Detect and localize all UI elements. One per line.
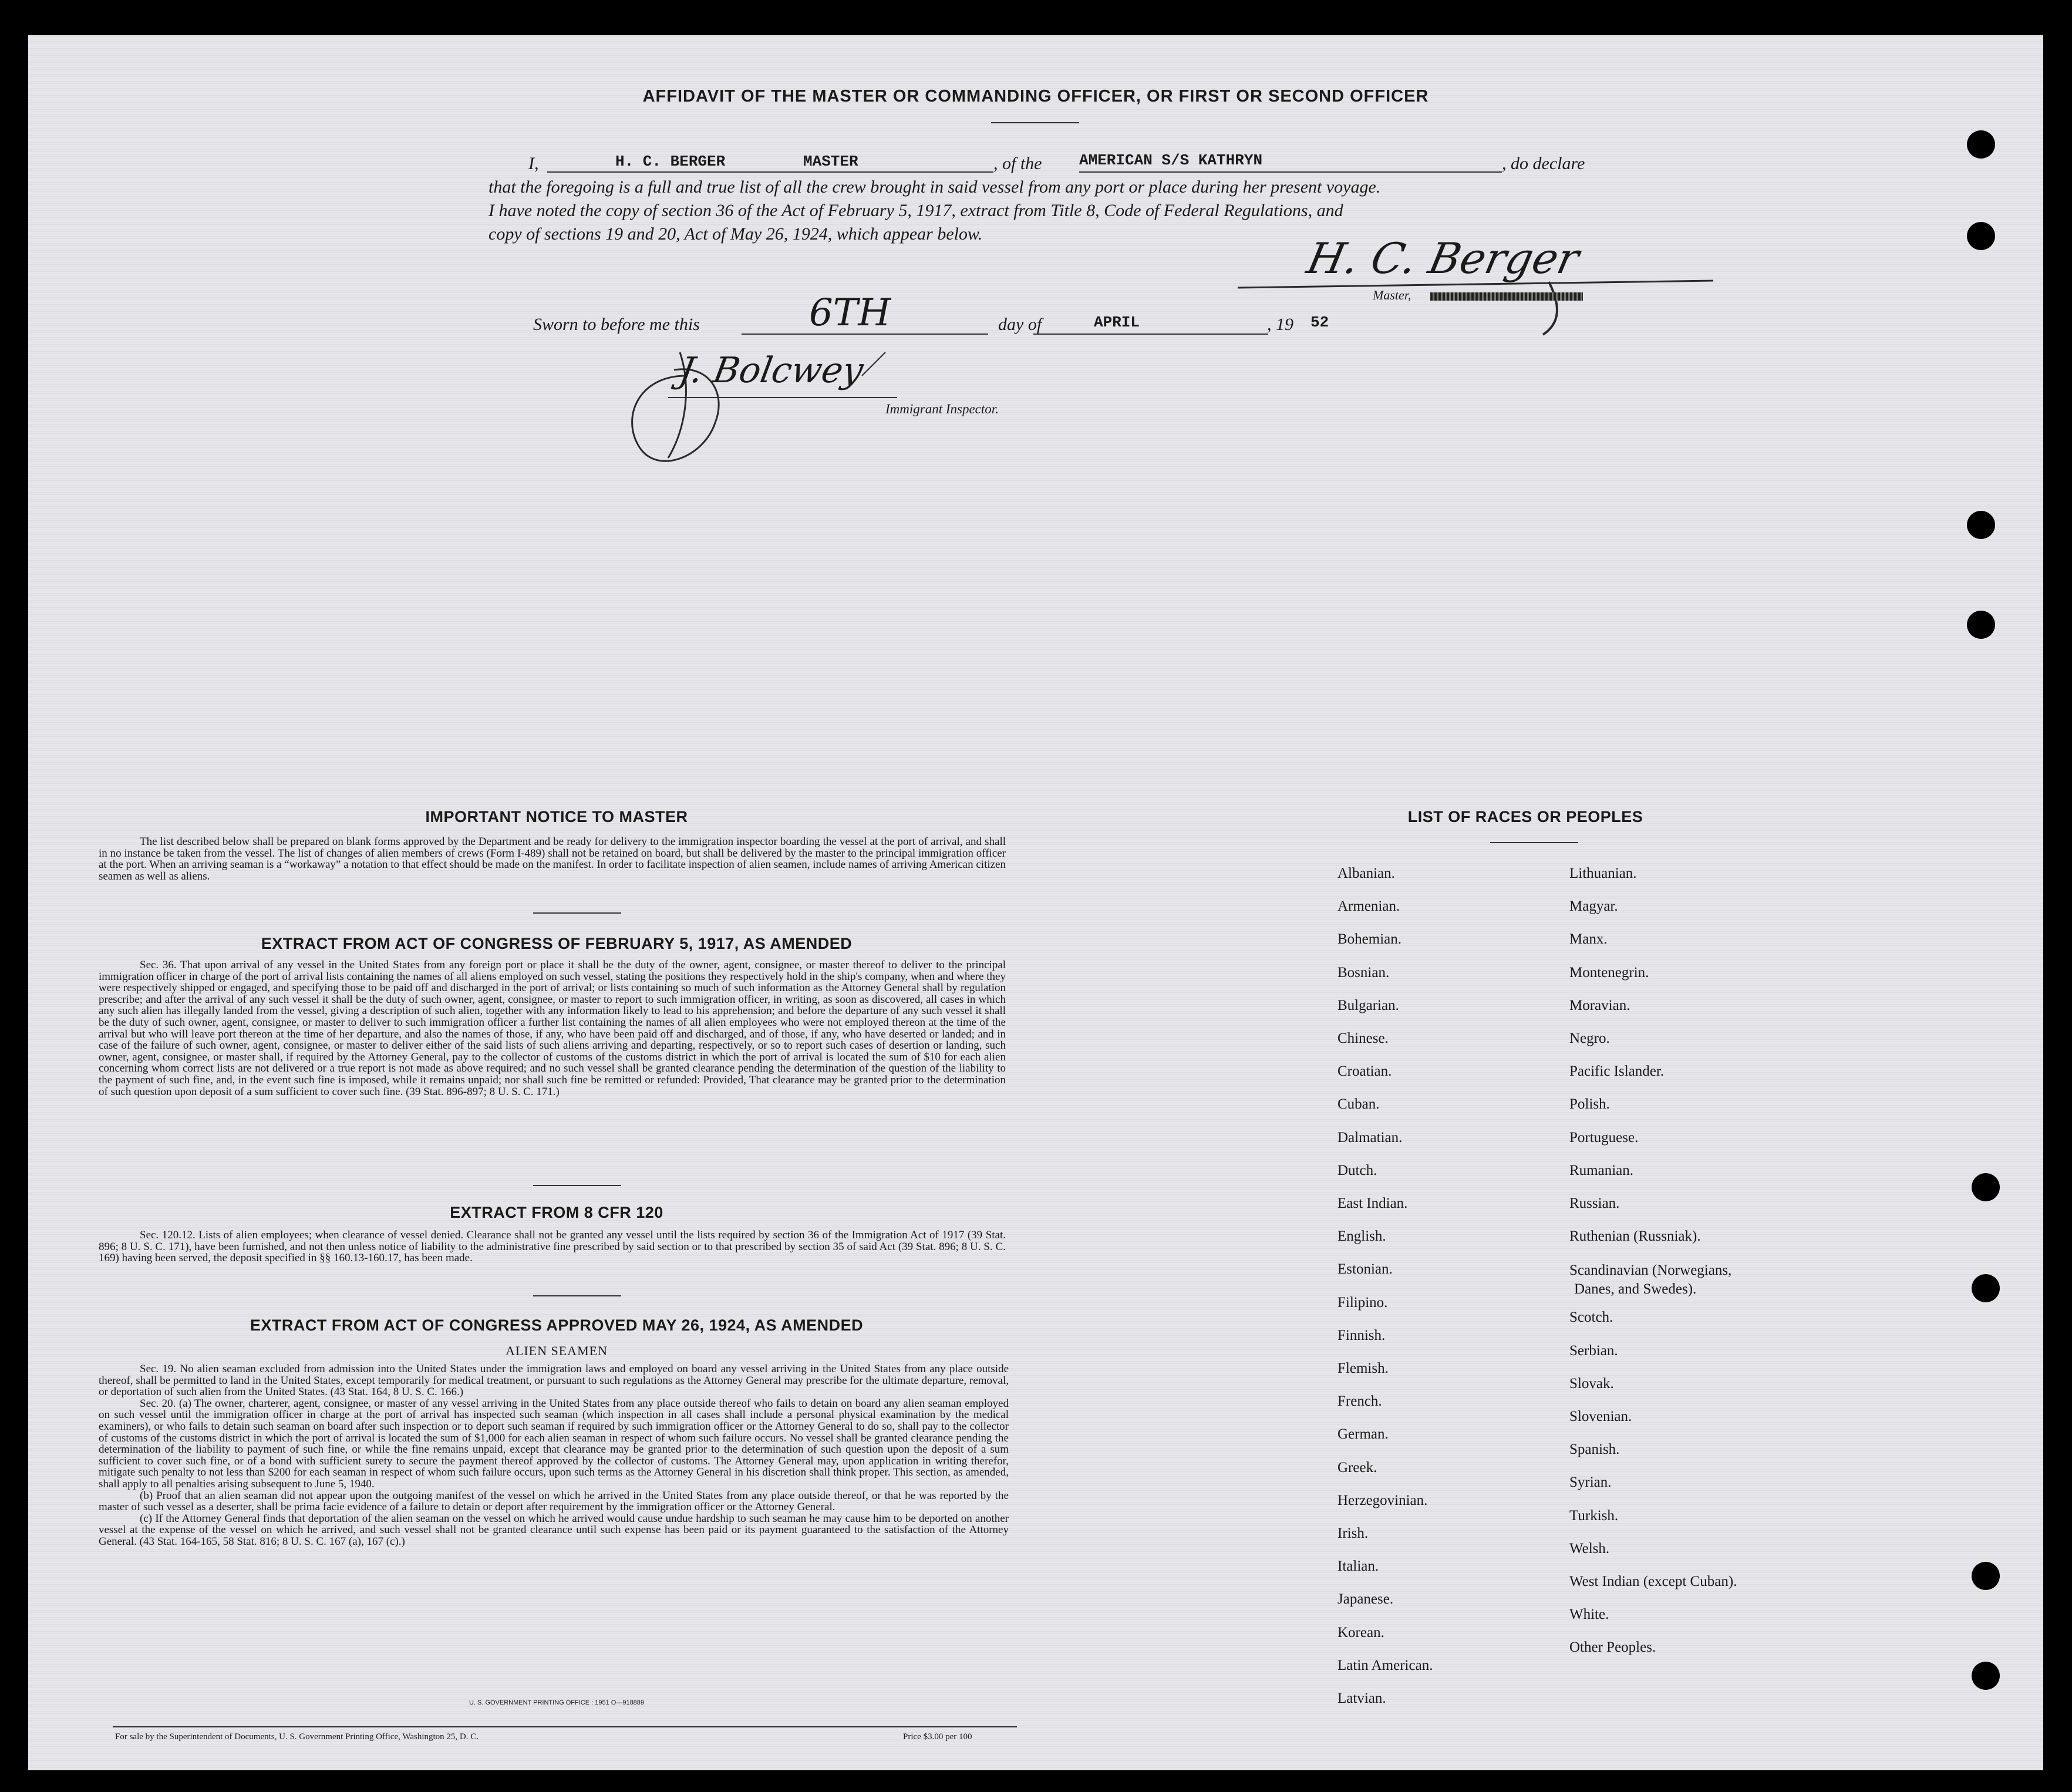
- year-suffix: 52: [1310, 314, 1329, 331]
- day-of-label: day of: [998, 315, 1042, 334]
- race-item: Scotch.: [1569, 1309, 1613, 1326]
- race-item: Other Peoples.: [1569, 1639, 1656, 1656]
- race-item: Danes, and Swedes).: [1574, 1281, 1697, 1298]
- race-item: Bosnian.: [1337, 964, 1390, 981]
- race-item: Armenian.: [1337, 898, 1400, 915]
- race-item: Welsh.: [1569, 1540, 1610, 1557]
- race-item: Lithuanian.: [1569, 865, 1637, 881]
- inspector-label: Immigrant Inspector.: [885, 402, 999, 416]
- price-note: Price $3.00 per 100: [903, 1732, 972, 1742]
- punch-hole: [1972, 1274, 2000, 1302]
- notice-divider: [533, 912, 621, 914]
- master-label: Master,: [1373, 288, 1411, 302]
- print-office-note: U. S. GOVERNMENT PRINTING OFFICE : 1951 O—918889: [469, 1699, 645, 1706]
- notice-body: The list described below shall be prepared on blank forms approved by the Department and be ready for delivery to the immigration inspector boarding the vessel at the port of arrival, and shall in no instance be taken from the vessel. The list of changes of alien members of crews (Form I-489) shall not be retained on board, but shall be delivered by the master to the principal immigration officer at the port. When an arriving seaman is a “workaway” a notation to that effect should be made on the manifest. In order to facilitate inspection of alien seamen, include names of arriving American citizen seamen as well as aliens.: [99, 836, 1006, 882]
- race-item: Ruthenian (Russniak).: [1569, 1228, 1701, 1245]
- race-item: Herzegovinian.: [1337, 1492, 1428, 1508]
- race-item: English.: [1337, 1228, 1386, 1245]
- sworn-month-blank: [1033, 334, 1268, 335]
- punch-hole: [1967, 130, 1995, 159]
- race-item: Korean.: [1337, 1624, 1384, 1641]
- race-item: French.: [1337, 1393, 1382, 1410]
- extract-1917-body: Sec. 36. That upon arrival of any vessel in the United States from any foreign port or place it shall be the duty of the owner, agent, consignee, or master thereof to deliver to the principal immigration officer in charge of the port of arrival lists containing the names of all aliens employed on such vessel, stating the positions they respectively hold in the ship's company, when and where they were respectively shipped or engaged, and specifying those to be paid off and discharged in the port of arrival; or lists containing so much of such information as the Attorney General shall by regulation prescribe; and after the arrival of any such vessel it shall be the duty of such owner, agent, consignee, or master to report to such immigration officer, in writing, as soon as discovered, all cases in which any such alien has illegally landed from the vessel, giving a description of such alien, together with any information likely to lead to his apprehension; and before the departure of any such vessel it shall be the duty of such owner, agent, consignee, or master to deliver to such immigration officer a further list containing the names of all alien employees who were not employed thereon at the time of the arrival but who will leave port thereon at the time of her departure, and also the names of those, if any, who have been paid off and discharged, and of those, if any, who have deserted or landed; and in case of the failure of such owner, agent, consignee, or master to deliver either of the said lists of such aliens arriving and departing, respectively, or so to report such cases of desertion or landing, such owner, agent, consignee, or master shall, if required by the Attorney General, pay to the collector of customs of the customs district in which the port of arrival is located the sum of $10 for each alien concerning whom correct lists are not delivered or a true report is not made as above required; and no such vessel shall be granted clearance pending the determination of the question of the liability to the payment of such fine, and, in the event such fine is imposed, while it remains unpaid; nor shall such fine be remitted or refunded: Provided, That clearance may be granted prior to the determination of such question upon deposit of a sum sufficient to cover such fine. (39 Stat. 896-897; 8 U. S. C. 171.): [99, 959, 1006, 1098]
- sworn-label: Sworn to before me this: [533, 315, 700, 334]
- race-item: East Indian.: [1337, 1195, 1408, 1212]
- extract-1924-subtitle: ALIEN SEAMEN: [506, 1343, 608, 1358]
- race-item: Slovenian.: [1569, 1409, 1632, 1425]
- of-the-label: , of the: [993, 154, 1042, 173]
- race-item: Chinese.: [1337, 1030, 1389, 1047]
- extract-1924-title: EXTRACT FROM ACT OF CONGRESS APPROVED MAY 26, 1924, AS AMENDED: [250, 1316, 864, 1334]
- vessel-blank: [1079, 171, 1502, 173]
- section-20a: Sec. 20. (a) The owner, charterer, agent, consignee, or master of any vessel arriving in the United States from any place outside thereof who fails to detain on board any alien seaman employed on such vessel until the immigration officer in charge at the port of arrival has inspected such seaman (which inspection in all cases shall include a personal physical examination by the medical examiners), or who fails to detain such seaman on board after such inspection or to deport such seaman if required by such immigration officer or the Attorney General to do so, shall pay to the collector of customs of the customs district in which the port of arrival is located the sum of $1,000 for each alien seaman in respect of whom such failure occurs. No vessel shall be granted clearance pending the determination of the liability to payment of such fine, or while the fine remains unpaid, except that clearance may be granted prior to the determination of such question upon the deposit of a sum sufficient to cover such fine, or of a bond with sufficient surety to secure the payment thereof approved by the collector of customs. The Attorney General may, upon application in writing therefor, mitigate such penalty to not less than $200 for each seaman in respect of whom such failure occurs, upon such terms as the Attorney General in his discretion shall think proper. This section, as amended, shall apply to all penalties arising subsequent to June 5, 1940.: [99, 1397, 1009, 1490]
- race-item: Bohemian.: [1337, 931, 1402, 948]
- punch-hole: [1972, 1562, 2000, 1590]
- race-item: Serbian.: [1569, 1342, 1618, 1359]
- race-item: Latin American.: [1337, 1657, 1433, 1673]
- punch-hole: [1967, 511, 1995, 539]
- race-item: Estonian.: [1337, 1261, 1393, 1278]
- document-page: [28, 35, 2043, 1770]
- race-item: Cuban.: [1337, 1096, 1380, 1113]
- race-item: Manx.: [1569, 931, 1608, 948]
- race-item: Italian.: [1337, 1558, 1379, 1575]
- race-item: Scandinavian (Norwegians,: [1569, 1262, 1732, 1279]
- races-right-column: [1569, 857, 1737, 1665]
- race-item: Negro.: [1569, 1030, 1610, 1047]
- name-rank-blank: [547, 171, 993, 173]
- race-item: Croatian.: [1337, 1063, 1392, 1080]
- extract-1917-title: EXTRACT FROM ACT OF CONGRESS OF FEBRUARY 5, 1917, AS AMENDED: [261, 935, 853, 952]
- affidavit-title: AFFIDAVIT OF THE MASTER OR COMMANDING OFFICER, OR FIRST OR SECOND OFFICER: [642, 87, 1429, 106]
- struck-out-text: [1430, 292, 1583, 301]
- signature-strokes: [1232, 270, 1713, 341]
- race-item: Flemish.: [1337, 1360, 1389, 1377]
- races-left-column: [1337, 857, 1433, 1715]
- race-item: German.: [1337, 1426, 1389, 1443]
- races-title: LIST OF RACES OR PEOPLES: [1407, 808, 1643, 826]
- race-item: Albanian.: [1337, 865, 1395, 881]
- inspector-signature: J. Bolcwey: [676, 350, 867, 391]
- for-sale-note: For sale by the Superintendent of Documents, U. S. Government Printing Office, Washington 25, D. C.: [115, 1732, 479, 1742]
- notice-title: IMPORTANT NOTICE TO MASTER: [425, 808, 688, 826]
- extract-1924-body: [99, 1363, 1009, 1548]
- race-item: Filipino.: [1337, 1294, 1388, 1311]
- races-divider: [1490, 842, 1578, 843]
- footer-rule: [113, 1726, 1017, 1727]
- race-item-scandinavian: [1569, 1253, 1737, 1299]
- race-item: Finnish.: [1337, 1327, 1386, 1343]
- sworn-month: APRIL: [1094, 314, 1140, 331]
- master-rank: MASTER: [803, 153, 858, 170]
- race-item: Rumanian.: [1569, 1162, 1634, 1178]
- master-signature: H. C. Berger: [1303, 234, 1584, 283]
- race-item: Polish.: [1569, 1096, 1610, 1113]
- title-divider: [991, 122, 1079, 123]
- race-item: Japanese.: [1337, 1591, 1394, 1608]
- race-item: West Indian (except Cuban).: [1569, 1574, 1737, 1590]
- race-item: Pacific Islander.: [1569, 1063, 1665, 1080]
- race-item: Irish.: [1337, 1525, 1369, 1542]
- race-item: Turkish.: [1569, 1507, 1619, 1524]
- punch-hole: [1967, 611, 1995, 639]
- race-item: Syrian.: [1569, 1474, 1612, 1491]
- declaration-line-2: that the foregoing is a full and true list of all the crew brought in said vessel from any port or place during her present voyage.: [488, 177, 1381, 197]
- master-name: H. C. BERGER: [615, 153, 726, 170]
- punch-hole: [1972, 1662, 2000, 1690]
- race-item: Moravian.: [1569, 997, 1630, 1013]
- section-19: Sec. 19. No alien seaman excluded from admission into the United States under the immigration laws and employed on board any vessel arriving in the United States from any place outside thereof, shall be permitted to land in the United States, except temporarily for medical treatment, or pursuant to such regulations as the Attorney General may prescribe for the ultimate departure, removal, or deportation of such alien from the United States. (43 Stat. 164, 8 U. S. C. 166.): [99, 1363, 1009, 1399]
- declaration-line-3: I have noted the copy of section 36 of the Act of February 5, 1917, extract from Title 8, Code of Federal Regulations, and: [488, 201, 1343, 220]
- race-item: Russian.: [1569, 1195, 1620, 1212]
- sworn-day: 6TH: [809, 291, 891, 335]
- race-item: Magyar.: [1569, 898, 1618, 915]
- do-declare-label: , do declare: [1502, 154, 1585, 173]
- race-item: Latvian.: [1337, 1690, 1386, 1707]
- race-item: Spanish.: [1569, 1441, 1620, 1458]
- extract-cfr-title: EXTRACT FROM 8 CFR 120: [450, 1204, 663, 1221]
- race-item: Slovak.: [1569, 1375, 1614, 1392]
- declaration-line-4: copy of sections 19 and 20, Act of May 26, 1924, which appear below.: [488, 224, 983, 244]
- race-item: Montenegrin.: [1569, 964, 1649, 981]
- declaration-i: I,: [528, 154, 539, 173]
- race-item: Greek.: [1337, 1459, 1377, 1476]
- punch-hole: [1967, 222, 1995, 250]
- race-item: White.: [1569, 1606, 1609, 1623]
- punch-hole: [1972, 1173, 2000, 1201]
- vessel-name: AMERICAN S/S KATHRYN: [1079, 151, 1263, 169]
- extract-cfr-divider: [533, 1295, 621, 1296]
- extract-1917-divider: [533, 1185, 621, 1186]
- extract-cfr-body: Sec. 120.12. Lists of alien employees; when clearance of vessel denied. Clearance shall not be granted any vessel until the lists required by section 36 of the Immigration Act of 1917 (39 Stat. 896; 8 U. S. C. 171), have been furnished, and not then unless notice of liability to the administrative fine prescribed by said section or to that prescribed by section 35 of said Act (39 Stat. 896; 8 U. S. C. 169) having been served, the deposit specified in §§ 160.13-160.17, has been made.: [99, 1229, 1006, 1265]
- race-item: Dalmatian.: [1337, 1129, 1403, 1146]
- section-20c: (c) If the Attorney General finds that deportation of the alien seaman on the vessel on which he arrived would cause undue hardship to such seaman he may cause him to be deported on another vessel at the expense of the vessel on which he arrived, and such vessel shall not be granted clearance until such expense has been paid or its payment guaranteed to the satisfaction of the Attorney General. (43 Stat. 164-165, 58 Stat. 816; 8 U. S. C. 167 (a), 167 (c).): [99, 1512, 1009, 1548]
- year-prefix: , 19: [1267, 315, 1293, 334]
- race-item: Dutch.: [1337, 1162, 1377, 1178]
- race-item: Portuguese.: [1569, 1129, 1639, 1146]
- inspector-blank: [668, 397, 897, 398]
- race-item: Bulgarian.: [1337, 997, 1399, 1013]
- section-20b: (b) Proof that an alien seaman did not appear upon the outgoing manifest of the vessel on which he arrived in the United States from any place outside thereof, or that he was reported by the master of such vessel as a deserter, shall be prima facie evidence of a failure to detain or deport after requirement by the immigration officer or the Attorney General.: [99, 1489, 1009, 1514]
